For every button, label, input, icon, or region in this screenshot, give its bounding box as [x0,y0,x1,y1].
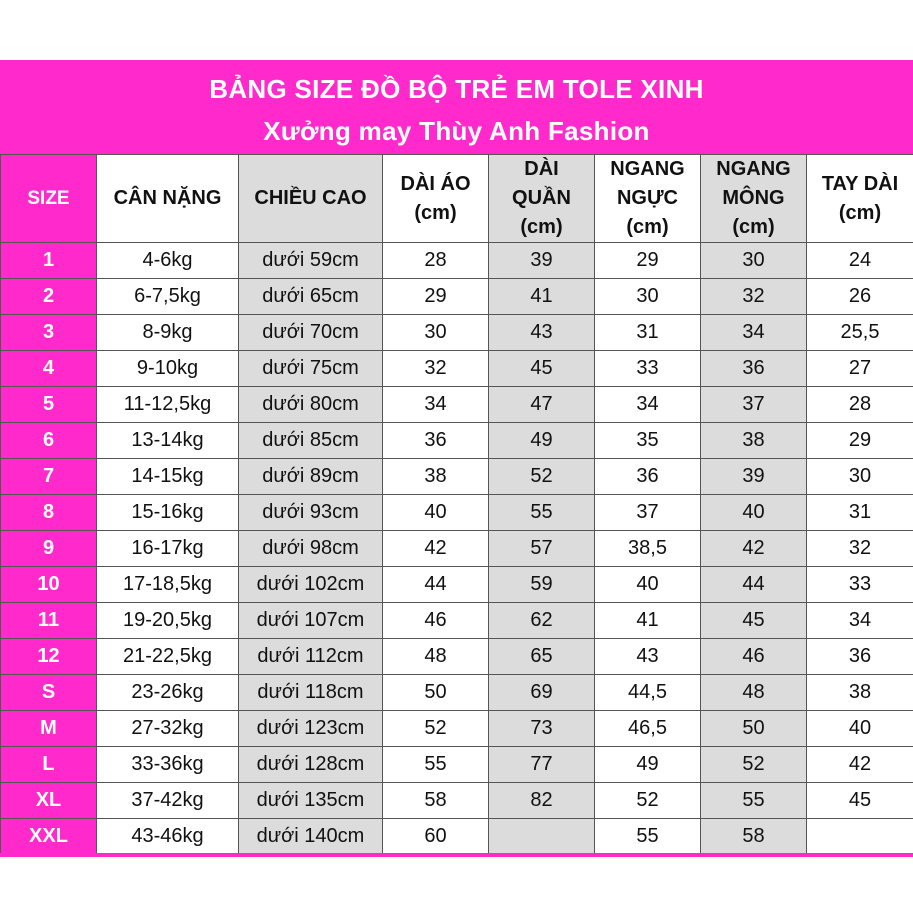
cell-hip: 55 [701,783,807,819]
cell-weight: 14-15kg [97,459,239,495]
table-row [1,603,913,639]
cell-chest: 41 [595,603,701,639]
table-row [1,675,913,711]
cell-sleeve: 45 [807,783,913,819]
cell-sleeve [807,819,913,855]
cell-size: 4 [1,351,97,387]
table-row [1,567,913,603]
cell-shirt-length: 46 [383,603,489,639]
cell-pants-length: 62 [489,603,595,639]
cell-shirt-length: 29 [383,279,489,315]
cell-chest: 38,5 [595,531,701,567]
cell-weight: 43-46kg [97,819,239,855]
header-sleeve [807,155,913,243]
cell-shirt-length: 44 [383,567,489,603]
cell-hip: 37 [701,387,807,423]
cell-height: dưới 89cm [239,459,383,495]
header-hip-line: (cm) [732,216,775,238]
header-shirt-length-line: (cm) [414,201,457,224]
cell-pants-length: 45 [489,351,595,387]
table-row [1,459,913,495]
header-row [1,155,913,243]
cell-height: dưới 98cm [239,531,383,567]
cell-shirt-length: 30 [383,315,489,351]
cell-sleeve: 29 [807,423,913,459]
header-pants-length-line: (cm) [520,216,563,238]
table-row [1,279,913,315]
cell-chest: 55 [595,819,701,855]
cell-hip: 32 [701,279,807,315]
header-chest-line: NGANG [610,158,685,180]
cell-pants-length: 55 [489,495,595,531]
cell-weight: 21-22,5kg [97,639,239,675]
table-row [1,639,913,675]
cell-shirt-length: 28 [383,243,489,279]
cell-size: 5 [1,387,97,423]
cell-hip: 44 [701,567,807,603]
cell-height: dưới 70cm [239,315,383,351]
cell-height: dưới 128cm [239,747,383,783]
cell-sleeve: 25,5 [807,315,913,351]
cell-size: 7 [1,459,97,495]
cell-weight: 11-12,5kg [97,387,239,423]
table-row [1,711,913,747]
cell-sleeve: 30 [807,459,913,495]
cell-chest: 44,5 [595,675,701,711]
cell-weight: 6-7,5kg [97,279,239,315]
cell-hip: 58 [701,819,807,855]
cell-shirt-length: 38 [383,459,489,495]
cell-chest: 37 [595,495,701,531]
cell-size: 9 [1,531,97,567]
header-weight: CÂN NẶNG [97,155,239,243]
cell-hip: 38 [701,423,807,459]
cell-weight: 27-32kg [97,711,239,747]
page-title: BẢNG SIZE ĐỒ BỘ TRẺ EM TOLE XINH [209,74,704,104]
cell-height: dưới 135cm [239,783,383,819]
cell-pants-length: 41 [489,279,595,315]
cell-weight: 37-42kg [97,783,239,819]
cell-pants-length: 69 [489,675,595,711]
cell-size: S [1,675,97,711]
cell-sleeve: 28 [807,387,913,423]
title-banner [0,60,913,154]
cell-hip: 39 [701,459,807,495]
cell-chest: 40 [595,567,701,603]
cell-chest: 29 [595,243,701,279]
table-row [1,783,913,819]
cell-hip: 48 [701,675,807,711]
cell-hip: 50 [701,711,807,747]
cell-size: 12 [1,639,97,675]
table-row [1,423,913,459]
cell-size: XXL [1,819,97,855]
cell-size: M [1,711,97,747]
cell-sleeve: 27 [807,351,913,387]
cell-pants-length: 52 [489,459,595,495]
cell-chest: 36 [595,459,701,495]
header-chest-line: NGỰC [616,187,679,209]
cell-weight: 17-18,5kg [97,567,239,603]
cell-sleeve: 36 [807,639,913,675]
cell-sleeve: 42 [807,747,913,783]
cell-sleeve: 32 [807,531,913,567]
cell-chest: 52 [595,783,701,819]
table-row [1,531,913,567]
cell-weight: 19-20,5kg [97,603,239,639]
cell-height: dưới 107cm [239,603,383,639]
header-hip-line: NGANG [716,158,791,180]
cell-height: dưới 93cm [239,495,383,531]
cell-sleeve: 34 [807,603,913,639]
cell-height: dưới 118cm [239,675,383,711]
cell-weight: 13-14kg [97,423,239,459]
cell-weight: 9-10kg [97,351,239,387]
cell-chest: 46,5 [595,711,701,747]
cell-pants-length: 65 [489,639,595,675]
header-size: SIZE [1,155,97,243]
cell-height: dưới 59cm [239,243,383,279]
header-pants-length-line: QUẦN [512,187,571,209]
cell-shirt-length: 36 [383,423,489,459]
cell-hip: 42 [701,531,807,567]
cell-sleeve: 31 [807,495,913,531]
table-row [1,387,913,423]
cell-height: dưới 112cm [239,639,383,675]
cell-height: dưới 65cm [239,279,383,315]
cell-shirt-length: 34 [383,387,489,423]
header-shirt-length-line: DÀI ÁO [400,172,471,195]
cell-size: 1 [1,243,97,279]
cell-weight: 8-9kg [97,315,239,351]
cell-shirt-length: 52 [383,711,489,747]
header-hip-line: MÔNG [722,187,785,209]
cell-sleeve: 33 [807,567,913,603]
cell-weight: 23-26kg [97,675,239,711]
cell-height: dưới 75cm [239,351,383,387]
cell-hip: 36 [701,351,807,387]
cell-size: XL [1,783,97,819]
cell-size: 10 [1,567,97,603]
cell-size: 3 [1,315,97,351]
header-sleeve-line: (cm) [838,201,882,224]
cell-chest: 34 [595,387,701,423]
page-subtitle: Xưởng may Thùy Anh Fashion [263,116,650,146]
cell-pants-length: 43 [489,315,595,351]
cell-pants-length: 57 [489,531,595,567]
cell-pants-length: 39 [489,243,595,279]
cell-chest: 43 [595,639,701,675]
cell-pants-length [489,819,595,855]
header-pants-length-line: DÀI [524,158,559,180]
header-shirt-length [383,155,489,243]
cell-size: 6 [1,423,97,459]
cell-hip: 34 [701,315,807,351]
cell-pants-length: 59 [489,567,595,603]
cell-height: dưới 140cm [239,819,383,855]
cell-chest: 49 [595,747,701,783]
table-row [1,315,913,351]
cell-chest: 35 [595,423,701,459]
cell-pants-length: 73 [489,711,595,747]
cell-hip: 40 [701,495,807,531]
cell-weight: 33-36kg [97,747,239,783]
cell-size: 11 [1,603,97,639]
cell-height: dưới 85cm [239,423,383,459]
cell-shirt-length: 40 [383,495,489,531]
header-sleeve-line: TAY DÀI [821,172,899,195]
cell-shirt-length: 32 [383,351,489,387]
cell-chest: 30 [595,279,701,315]
cell-weight: 4-6kg [97,243,239,279]
table-row [1,819,913,855]
bottom-accent-bar [0,853,913,857]
cell-pants-length: 47 [489,387,595,423]
cell-size: 8 [1,495,97,531]
cell-height: dưới 123cm [239,711,383,747]
header-chest [595,155,701,243]
cell-weight: 16-17kg [97,531,239,567]
cell-sleeve: 40 [807,711,913,747]
table-row [1,243,913,279]
size-chart-table [0,154,913,855]
cell-shirt-length: 60 [383,819,489,855]
cell-shirt-length: 58 [383,783,489,819]
cell-hip: 52 [701,747,807,783]
cell-size: L [1,747,97,783]
header-pants-length [489,155,595,243]
cell-shirt-length: 48 [383,639,489,675]
header-chest-line: (cm) [626,216,669,238]
cell-pants-length: 77 [489,747,595,783]
cell-shirt-length: 55 [383,747,489,783]
table-row [1,747,913,783]
cell-shirt-length: 42 [383,531,489,567]
cell-pants-length: 82 [489,783,595,819]
cell-hip: 46 [701,639,807,675]
cell-sleeve: 24 [807,243,913,279]
cell-height: dưới 80cm [239,387,383,423]
header-height: CHIỀU CAO [239,155,383,243]
cell-chest: 33 [595,351,701,387]
header-hip [701,155,807,243]
table-row [1,351,913,387]
cell-sleeve: 26 [807,279,913,315]
cell-shirt-length: 50 [383,675,489,711]
cell-sleeve: 38 [807,675,913,711]
cell-height: dưới 102cm [239,567,383,603]
cell-weight: 15-16kg [97,495,239,531]
cell-chest: 31 [595,315,701,351]
cell-hip: 30 [701,243,807,279]
cell-size: 2 [1,279,97,315]
cell-hip: 45 [701,603,807,639]
cell-pants-length: 49 [489,423,595,459]
table-row [1,495,913,531]
